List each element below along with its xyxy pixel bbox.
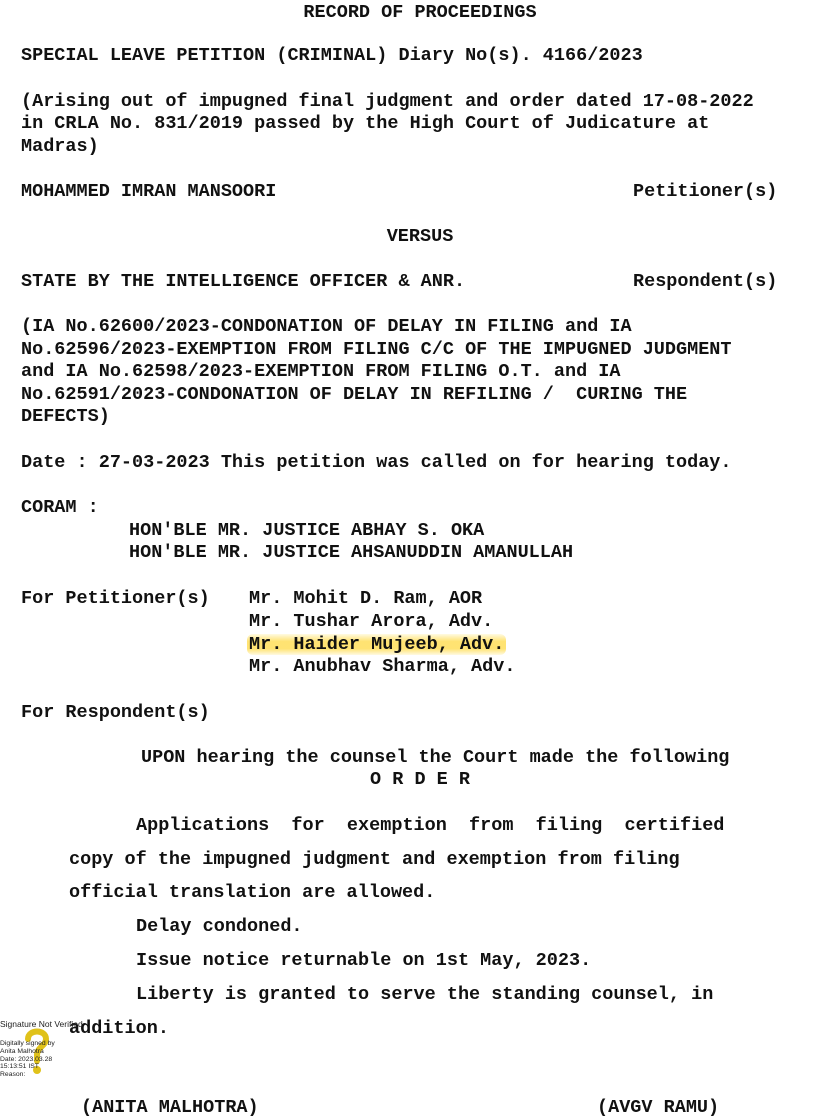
respondent-name: STATE BY THE INTELLIGENCE OFFICER & ANR. (21, 271, 466, 292)
arising-line: (Arising out of impugned final judgment and order dated 17-08-2022 (21, 91, 754, 112)
respondent-label: Respondent(s) (633, 271, 778, 292)
counsel-name: Mr. Tushar Arora, Adv. (249, 611, 494, 632)
signature-status: Signature Not Verified (0, 1019, 83, 1029)
petitioner-label: Petitioner(s) (633, 181, 778, 202)
order-paragraph: copy of the impugned judgment and exemption from filing (69, 849, 680, 870)
counsel-name: Mr. Mohit D. Ram, AOR (249, 588, 483, 609)
order-paragraph: Applications for exemption from filing certified (136, 815, 725, 836)
arising-line: Madras) (21, 136, 99, 157)
order-paragraph: official translation are allowed. (69, 882, 436, 903)
order-paragraph: Issue notice returnable on 1st May, 2023. (136, 950, 592, 971)
digital-signature-stamp (0, 1019, 83, 1089)
order-paragraph: Liberty is granted to serve the standing counsel, in (136, 984, 714, 1005)
arising-line: in CRLA No. 831/2019 passed by the High Court of Judicature at (21, 113, 710, 134)
order-paragraph: addition. (69, 1018, 169, 1039)
counsel-name: Mr. Anubhav Sharma, Adv. (249, 656, 516, 677)
versus-label: VERSUS (386, 226, 454, 247)
order-intro: UPON hearing the counsel the Court made the following (141, 747, 730, 768)
for-respondent-label: For Respondent(s) (21, 702, 210, 723)
judge-name: HON'BLE MR. JUSTICE AHSANUDDIN AMANULLAH (129, 542, 574, 563)
counsel-name-highlighted (247, 634, 506, 656)
ia-line: No.62596/2023-EXEMPTION FROM FILING C/C OF THE IMPUGNED JUDGMENT (21, 339, 732, 360)
highlight-mark: Mr. Haider Mujeeb, Adv. (249, 634, 505, 655)
order-paragraph: Delay condoned. (136, 916, 303, 937)
for-petitioner-label: For Petitioner(s) (21, 588, 210, 609)
ia-line: and IA No.62598/2023-EXEMPTION FROM FILING O.T. and IA (21, 361, 621, 382)
judge-name: HON'BLE MR. JUSTICE ABHAY S. OKA (129, 520, 485, 541)
document-title: RECORD OF PROCEEDINGS (303, 2, 537, 23)
signatory-left: (ANITA MALHOTRA) (81, 1097, 259, 1118)
ia-line: DEFECTS) (21, 406, 110, 427)
petitioner-name: MOHAMMED IMRAN MANSOORI (21, 181, 277, 202)
signature-details: Digitally signed by Anita Malhotra Date: 2023.03.28 15:13:51 IST Reason: (0, 1040, 55, 1079)
order-heading: O R D E R (370, 769, 470, 790)
ia-line: No.62591/2023-CONDONATION OF DELAY IN REFILING / CURING THE (21, 384, 688, 405)
case-line: SPECIAL LEAVE PETITION (CRIMINAL) Diary No(s). 4166/2023 (21, 45, 643, 66)
hearing-date-line: Date : 27-03-2023 This petition was called on for hearing today. (21, 452, 732, 473)
ia-line: (IA No.62600/2023-CONDONATION OF DELAY IN FILING and IA (21, 316, 632, 337)
coram-label: CORAM : (21, 497, 99, 518)
signatory-right: (AVGV RAMU) (597, 1097, 720, 1118)
